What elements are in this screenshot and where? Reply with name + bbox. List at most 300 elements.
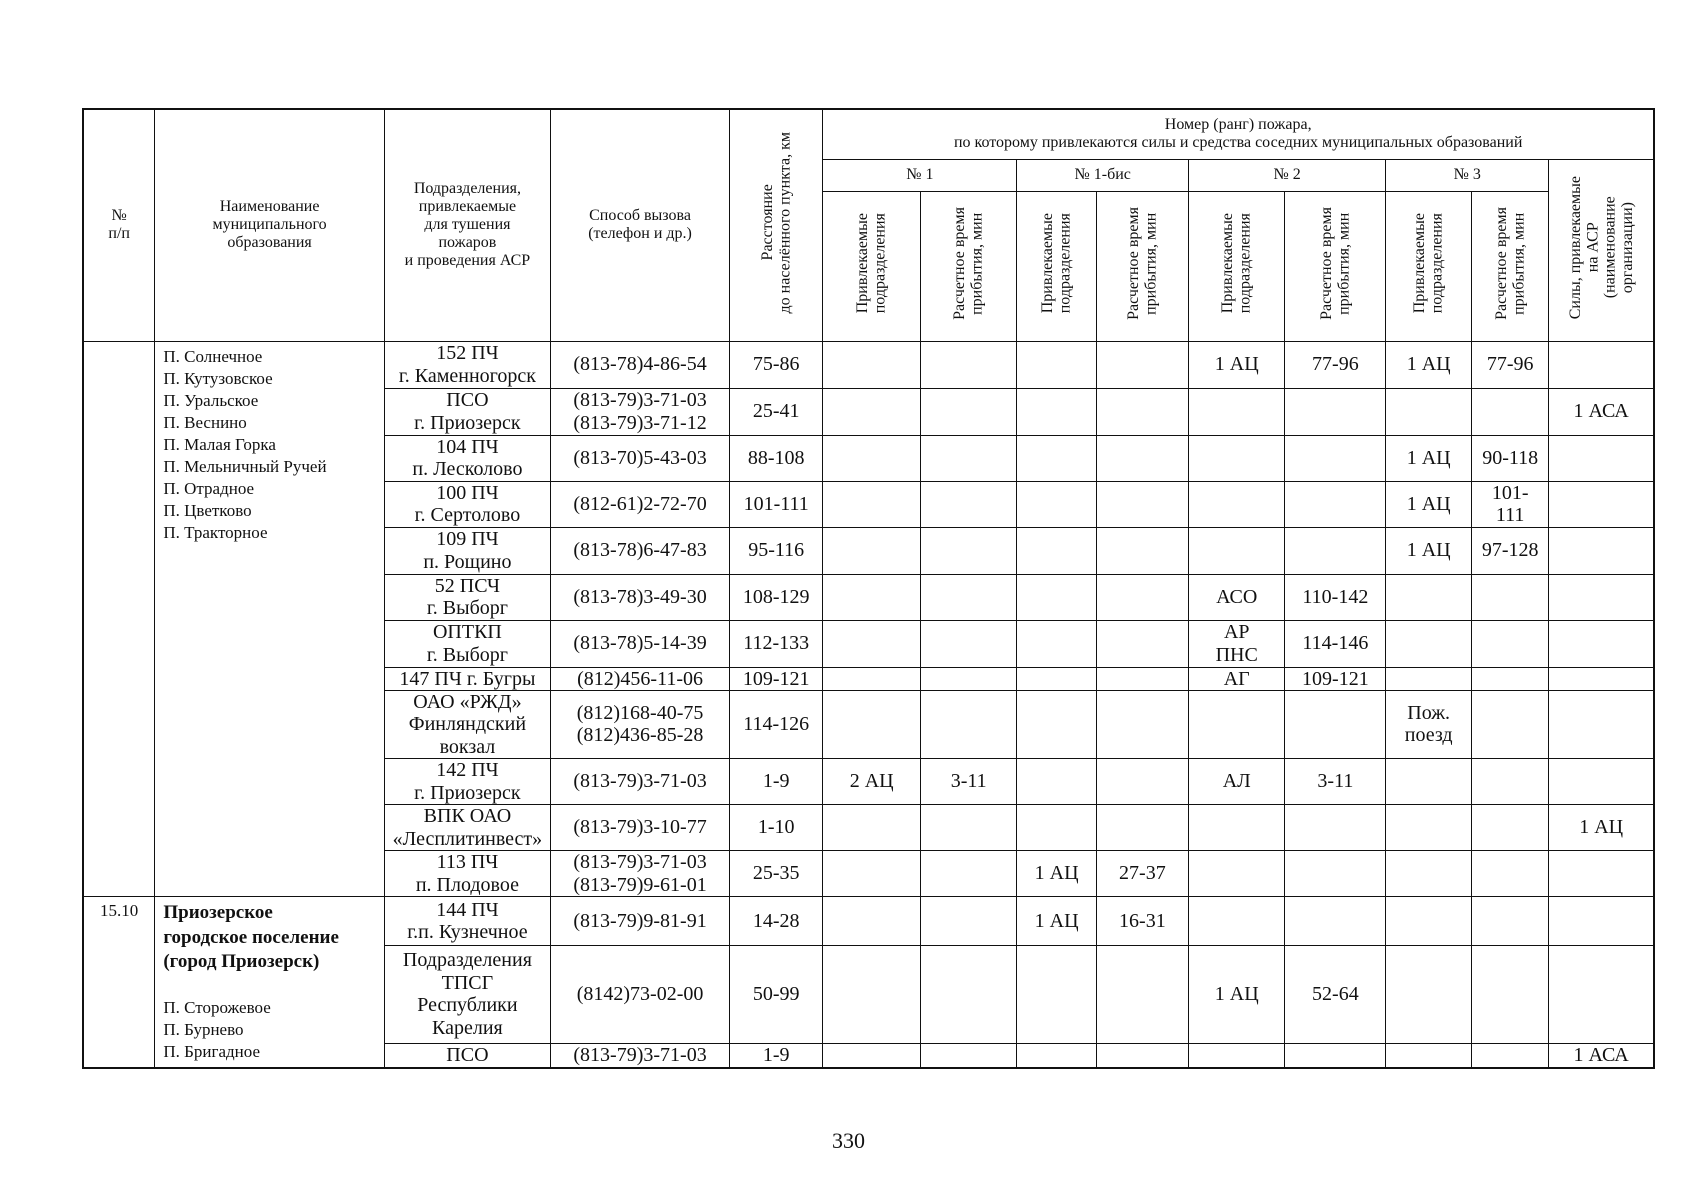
text-line: Республики bbox=[417, 994, 518, 1017]
text-line: 77-96 bbox=[1312, 353, 1359, 376]
page-number: 330 bbox=[832, 1128, 865, 1153]
unit-cell bbox=[384, 1043, 550, 1068]
header-call-method bbox=[551, 109, 730, 341]
text-line: АГ bbox=[1223, 667, 1250, 690]
text-line: 114-146 bbox=[1302, 632, 1369, 655]
text-line: (813-79)3-71-03 bbox=[573, 389, 707, 412]
rank1bis-time-cell bbox=[1096, 805, 1188, 851]
text-line: ПНС bbox=[1215, 643, 1258, 666]
rank3-units-cell bbox=[1386, 805, 1472, 851]
rank3-time-cell bbox=[1472, 945, 1549, 1043]
rank1bis-time-cell bbox=[1096, 667, 1188, 690]
rank3-units-cell bbox=[1386, 945, 1472, 1043]
rank3-units-cell bbox=[1386, 690, 1472, 758]
text-line: (813-79)3-71-03 bbox=[573, 770, 707, 793]
text-line: ТПСГ bbox=[441, 971, 494, 994]
rank3-time-cell bbox=[1472, 805, 1549, 851]
text-line: г. Сертолово bbox=[414, 504, 521, 526]
rank2-time-cell bbox=[1285, 897, 1386, 946]
fire-forces-table bbox=[82, 108, 1655, 1069]
text-line: (812)168-40-75 bbox=[576, 702, 704, 725]
unit-cell bbox=[384, 341, 550, 388]
text-line: (813-79)3-71-03 bbox=[573, 851, 707, 874]
rank3-units-cell bbox=[1386, 388, 1472, 435]
header-number bbox=[83, 109, 155, 341]
rank1-units-cell bbox=[823, 690, 921, 758]
asr-forces-cell bbox=[1549, 620, 1654, 667]
rank3-time-cell bbox=[1472, 759, 1549, 805]
distance-cell: 75-86 bbox=[730, 341, 823, 388]
text-line: Расчетное время bbox=[1125, 207, 1143, 320]
phone-cell bbox=[551, 667, 730, 690]
rank1bis-units-cell bbox=[1017, 851, 1096, 897]
text-line: (813-79)9-61-01 bbox=[573, 873, 707, 896]
text-line: для тушения bbox=[424, 216, 511, 234]
rank1bis-units-cell bbox=[1017, 667, 1096, 690]
municipality-title-line: городское поселение bbox=[163, 926, 339, 948]
rank1bis-units-cell bbox=[1017, 897, 1096, 946]
text-line: г. Приозерск bbox=[414, 411, 521, 434]
rank2-time-cell bbox=[1285, 341, 1386, 388]
text-line: г. Выборг bbox=[426, 597, 508, 619]
rank1-units-cell bbox=[823, 805, 921, 851]
asr-forces-cell bbox=[1549, 897, 1654, 946]
rank1bis-time-cell bbox=[1096, 690, 1188, 758]
text-line: ВПК ОАО bbox=[423, 805, 512, 828]
text-line: (813-70)5-43-03 bbox=[573, 446, 707, 469]
text-line: АСО bbox=[1216, 585, 1258, 608]
rank3-units-cell bbox=[1386, 851, 1472, 897]
rank2-units-cell bbox=[1188, 388, 1285, 435]
rank1bis-time-cell bbox=[1096, 851, 1188, 897]
rank2-time-cell bbox=[1285, 851, 1386, 897]
unit-cell bbox=[384, 897, 550, 946]
rank2-units-cell bbox=[1188, 435, 1285, 481]
rank1-units-cell bbox=[823, 945, 921, 1043]
text-line: Номер (ранг) пожара, bbox=[1164, 116, 1312, 134]
phone-cell bbox=[551, 759, 730, 805]
rank3-time-cell bbox=[1472, 1043, 1549, 1068]
text-line: 1 АЦ bbox=[1034, 909, 1079, 932]
text-line: пожаров bbox=[438, 234, 497, 252]
unit-cell bbox=[384, 435, 550, 481]
rank1-time-cell bbox=[920, 1043, 1017, 1068]
text-line: 1 АЦ bbox=[1214, 353, 1259, 376]
rank3-time-cell bbox=[1472, 897, 1549, 946]
rank1-time-cell bbox=[920, 690, 1017, 758]
rank3-time-cell bbox=[1472, 574, 1549, 620]
phone-cell bbox=[551, 897, 730, 946]
asr-forces-cell bbox=[1549, 435, 1654, 481]
text-line: 1 АЦ bbox=[1034, 862, 1079, 885]
text-line: (813-78)5-14-39 bbox=[573, 632, 707, 655]
rank1bis-units-cell bbox=[1017, 527, 1096, 574]
text-line: 27-37 bbox=[1119, 862, 1166, 885]
text-line: АЛ bbox=[1222, 770, 1251, 793]
rank3-time-cell bbox=[1472, 481, 1549, 527]
text-line: ОАО «РЖД» bbox=[413, 690, 522, 713]
distance-cell: 1-9 bbox=[730, 1043, 823, 1068]
rank1-units-cell bbox=[823, 574, 921, 620]
text-line: и проведения АСР bbox=[404, 252, 531, 270]
text-line: № bbox=[111, 207, 127, 225]
text-line: 104 ПЧ bbox=[436, 435, 499, 458]
header-rank-title bbox=[823, 109, 1654, 159]
distance-cell: 25-41 bbox=[730, 388, 823, 435]
asr-forces-cell bbox=[1549, 574, 1654, 620]
header-rank-1-bis: № 1-бис bbox=[1017, 159, 1189, 191]
text-line: 110-142 bbox=[1302, 585, 1369, 608]
rank1-units-cell bbox=[823, 527, 921, 574]
text-line: муниципального bbox=[212, 216, 327, 234]
distance-cell: 95-116 bbox=[730, 527, 823, 574]
rank1-time-cell bbox=[920, 851, 1017, 897]
settlement-name: П. Бригадное bbox=[163, 1042, 260, 1062]
rank1bis-units-cell bbox=[1017, 388, 1096, 435]
settlement-list bbox=[155, 341, 384, 897]
header-asr-forces bbox=[1549, 159, 1654, 341]
rank1-time-cell bbox=[920, 667, 1017, 690]
text-line: АР bbox=[1223, 621, 1250, 644]
text-line: подразделения bbox=[1236, 213, 1254, 314]
header-rank-3: № 3 bbox=[1386, 159, 1549, 191]
distance-cell: 114-126 bbox=[730, 690, 823, 758]
text-line: привлекаемые bbox=[418, 198, 517, 216]
distance-cell: 88-108 bbox=[730, 435, 823, 481]
settlement-name: П. Бурнево bbox=[163, 1020, 244, 1040]
text-line: прибытия, мин bbox=[1142, 212, 1160, 315]
text-line: 100 ПЧ bbox=[436, 481, 499, 504]
rank1-units-cell bbox=[823, 620, 921, 667]
text-line: 2 АЦ bbox=[849, 770, 894, 793]
text-line: до населённого пункта, км bbox=[776, 132, 794, 314]
settlement-name: П. Тракторное bbox=[163, 523, 268, 543]
text-line: (8142)73-02-00 bbox=[576, 983, 704, 1005]
rank3-time-cell bbox=[1472, 667, 1549, 690]
rank2-units-cell bbox=[1188, 527, 1285, 574]
rank1-units-cell bbox=[823, 341, 921, 388]
text-line: «Лесплитинвест» bbox=[392, 827, 543, 850]
distance-cell: 14-28 bbox=[730, 897, 823, 946]
settlement-name: П. Цветково bbox=[163, 501, 252, 521]
text-line: (813-78)6-47-83 bbox=[573, 539, 707, 562]
rank2-units-cell bbox=[1188, 851, 1285, 897]
text-line: п. Плодовое bbox=[415, 873, 519, 896]
distance-cell: 108-129 bbox=[730, 574, 823, 620]
rank3-units-cell bbox=[1386, 897, 1472, 946]
rank1-units-cell bbox=[823, 1043, 921, 1068]
rank1bis-units-cell bbox=[1017, 945, 1096, 1043]
rank2-units-cell bbox=[1188, 897, 1285, 946]
unit-cell bbox=[384, 574, 550, 620]
header-rank-2: № 2 bbox=[1188, 159, 1385, 191]
asr-forces-cell bbox=[1549, 851, 1654, 897]
text-line: Наименование bbox=[219, 198, 320, 216]
text-line: 109-121 bbox=[1302, 667, 1369, 690]
asr-forces-cell bbox=[1549, 388, 1654, 435]
distance-cell: 109-121 bbox=[730, 667, 823, 690]
text-line: подразделения bbox=[1056, 213, 1074, 314]
distance-cell: 1-10 bbox=[730, 805, 823, 851]
unit-cell bbox=[384, 805, 550, 851]
rank1bis-time-cell bbox=[1096, 759, 1188, 805]
settlement-name: П. Отрадное bbox=[163, 479, 255, 499]
text-line: прибытия, мин bbox=[968, 212, 986, 315]
text-line: (813-79)3-71-03 bbox=[573, 1044, 707, 1067]
table-row bbox=[83, 341, 1654, 388]
text-line: (телефон и др.) bbox=[588, 225, 692, 243]
rank1bis-time-cell bbox=[1096, 341, 1188, 388]
text-line: г.п. Кузнечное bbox=[407, 920, 528, 943]
asr-forces-cell bbox=[1549, 341, 1654, 388]
phone-cell bbox=[551, 574, 730, 620]
header-r1-time bbox=[920, 191, 1017, 341]
phone-cell bbox=[551, 481, 730, 527]
rank1bis-units-cell bbox=[1017, 690, 1096, 758]
text-line: поезд bbox=[1404, 724, 1453, 747]
distance-cell: 25-35 bbox=[730, 851, 823, 897]
settlement-name: П. Солнечное bbox=[163, 346, 263, 366]
rank1-units-cell bbox=[823, 388, 921, 435]
text-line: г. Каменногорск bbox=[398, 364, 536, 387]
rank1-time-cell bbox=[920, 759, 1017, 805]
rank3-units-cell bbox=[1386, 341, 1472, 388]
settlement-name: П. Уральское bbox=[163, 390, 259, 410]
rank2-units-cell bbox=[1188, 620, 1285, 667]
text-line: Расчетное время bbox=[951, 207, 969, 320]
text-line: г. Приозерск bbox=[414, 781, 521, 804]
text-line: п. Лесколово bbox=[412, 458, 523, 480]
rank1bis-time-cell bbox=[1096, 620, 1188, 667]
rank1-time-cell bbox=[920, 574, 1017, 620]
rank3-units-cell bbox=[1386, 759, 1472, 805]
rank2-time-cell bbox=[1285, 1043, 1386, 1068]
rank1-units-cell bbox=[823, 897, 921, 946]
rank1bis-units-cell bbox=[1017, 1043, 1096, 1068]
text-line: 152 ПЧ bbox=[436, 342, 499, 365]
text-line: Расчетное время bbox=[1492, 207, 1510, 320]
text-line: 16-31 bbox=[1119, 909, 1166, 932]
municipality-entry bbox=[155, 897, 384, 1069]
text-line: (813-79)3-10-77 bbox=[573, 816, 707, 839]
text-line: 1 АЦ bbox=[1406, 539, 1451, 562]
settlement-name: П. Малая Горка bbox=[163, 434, 276, 454]
rank3-time-cell bbox=[1472, 341, 1549, 388]
rank1bis-units-cell bbox=[1017, 574, 1096, 620]
phone-cell bbox=[551, 805, 730, 851]
rank2-units-cell bbox=[1188, 759, 1285, 805]
text-line: организации) bbox=[1618, 201, 1636, 294]
rank1-time-cell bbox=[920, 897, 1017, 946]
text-line: вокзал bbox=[439, 735, 496, 758]
asr-forces-cell bbox=[1549, 481, 1654, 527]
rank1bis-time-cell bbox=[1096, 435, 1188, 481]
rank2-time-cell bbox=[1285, 435, 1386, 481]
rank2-time-cell bbox=[1285, 388, 1386, 435]
rank1-units-cell bbox=[823, 667, 921, 690]
rank2-time-cell bbox=[1285, 690, 1386, 758]
rank3-units-cell bbox=[1386, 481, 1472, 527]
text-line: 1 АСА bbox=[1573, 1044, 1629, 1067]
rank2-units-cell bbox=[1188, 690, 1285, 758]
asr-forces-cell bbox=[1549, 690, 1654, 758]
rank2-units-cell bbox=[1188, 1043, 1285, 1068]
settlement-name: П. Кутузовское bbox=[163, 368, 273, 388]
phone-cell bbox=[551, 1043, 730, 1068]
text-line: Расчетное время bbox=[1318, 207, 1336, 320]
rank2-units-cell bbox=[1188, 805, 1285, 851]
distance-cell: 112-133 bbox=[730, 620, 823, 667]
rank1bis-time-cell bbox=[1096, 388, 1188, 435]
distance-cell: 101-111 bbox=[730, 481, 823, 527]
unit-cell bbox=[384, 851, 550, 897]
text-line: (813-79)9-81-91 bbox=[573, 909, 707, 932]
text-line: Способ вызова bbox=[589, 207, 691, 225]
text-line: г. Выборг bbox=[426, 643, 508, 666]
text-line: (813-78)4-86-54 bbox=[573, 353, 707, 376]
header-rank-1: № 1 bbox=[823, 159, 1017, 191]
text-line: (812)456-11-06 bbox=[577, 667, 703, 690]
text-line: 3-11 bbox=[1317, 770, 1354, 793]
text-line: 90-118 bbox=[1482, 446, 1539, 469]
phone-cell bbox=[551, 690, 730, 758]
rank1-time-cell bbox=[920, 620, 1017, 667]
text-line: по которому привлекаются силы и средства соседних муниципальных образований bbox=[953, 134, 1523, 152]
rank1bis-units-cell bbox=[1017, 805, 1096, 851]
rank1-time-cell bbox=[920, 805, 1017, 851]
unit-cell bbox=[384, 945, 550, 1043]
rank1-time-cell bbox=[920, 388, 1017, 435]
text-line: 1 АЦ bbox=[1406, 492, 1451, 515]
unit-cell bbox=[384, 388, 550, 435]
rank2-time-cell bbox=[1285, 667, 1386, 690]
rank2-time-cell bbox=[1285, 620, 1386, 667]
text-line: 1 АЦ bbox=[1406, 353, 1451, 376]
rank2-units-cell bbox=[1188, 341, 1285, 388]
rank1bis-time-cell bbox=[1096, 574, 1188, 620]
rank1-units-cell bbox=[823, 481, 921, 527]
table-row bbox=[83, 897, 1654, 946]
rank2-time-cell bbox=[1285, 805, 1386, 851]
header-r2-time bbox=[1285, 191, 1386, 341]
rank1bis-units-cell bbox=[1017, 341, 1096, 388]
header-r2-units bbox=[1188, 191, 1285, 341]
rank3-time-cell bbox=[1472, 388, 1549, 435]
text-line: Финляндский bbox=[408, 713, 527, 736]
rank2-units-cell bbox=[1188, 945, 1285, 1043]
rank3-time-cell bbox=[1472, 851, 1549, 897]
text-line: п. Рощино bbox=[423, 550, 512, 573]
row-number-empty bbox=[83, 341, 155, 897]
header-municipality bbox=[155, 109, 384, 341]
text-line: образования bbox=[227, 234, 312, 252]
asr-forces-cell bbox=[1549, 1043, 1654, 1068]
spacer bbox=[163, 975, 375, 997]
text-line: 101- bbox=[1491, 481, 1529, 504]
text-line: ОПТКП bbox=[432, 621, 502, 644]
text-line: 52-64 bbox=[1312, 983, 1359, 1005]
rank1-units-cell bbox=[823, 435, 921, 481]
text-line: подразделения bbox=[1428, 213, 1446, 314]
text-line: 111 bbox=[1495, 504, 1525, 526]
asr-forces-cell bbox=[1549, 805, 1654, 851]
header-units bbox=[384, 109, 550, 341]
text-line: (813-79)3-71-12 bbox=[573, 411, 707, 434]
text-line: 113 ПЧ bbox=[436, 851, 499, 874]
text-line: 144 ПЧ bbox=[436, 898, 499, 921]
phone-cell bbox=[551, 388, 730, 435]
asr-forces-cell bbox=[1549, 945, 1654, 1043]
unit-cell bbox=[384, 481, 550, 527]
text-line: 1 АЦ bbox=[1214, 983, 1259, 1005]
asr-forces-cell bbox=[1549, 527, 1654, 574]
rank2-time-cell bbox=[1285, 759, 1386, 805]
municipality-title-line: Приозерское bbox=[163, 902, 273, 924]
text-line: 147 ПЧ г. Бугры bbox=[399, 667, 536, 690]
rank1bis-units-cell bbox=[1017, 481, 1096, 527]
text-line: прибытия, мин bbox=[1510, 212, 1528, 315]
rank1-time-cell bbox=[920, 481, 1017, 527]
text-line: 142 ПЧ bbox=[436, 759, 499, 782]
phone-cell bbox=[551, 527, 730, 574]
rank3-time-cell bbox=[1472, 690, 1549, 758]
rank3-units-cell bbox=[1386, 435, 1472, 481]
asr-forces-cell bbox=[1549, 667, 1654, 690]
text-line: 52 ПСЧ bbox=[434, 574, 501, 597]
rank3-units-cell bbox=[1386, 1043, 1472, 1068]
text-line: 97-128 bbox=[1481, 539, 1539, 562]
rank2-time-cell bbox=[1285, 527, 1386, 574]
unit-cell bbox=[384, 527, 550, 574]
header-distance bbox=[730, 109, 823, 341]
distance-cell: 1-9 bbox=[730, 759, 823, 805]
phone-cell bbox=[551, 851, 730, 897]
text-line: 1 АЦ bbox=[1579, 816, 1624, 839]
header-r3-units bbox=[1386, 191, 1472, 341]
rank3-time-cell bbox=[1472, 620, 1549, 667]
text-line: (наименование bbox=[1601, 196, 1619, 299]
text-line: Силы, привлекаемые bbox=[1566, 175, 1584, 320]
text-line: Привлекаемые bbox=[1039, 213, 1057, 314]
rank1bis-time-cell bbox=[1096, 527, 1188, 574]
distance-cell: 50-99 bbox=[730, 945, 823, 1043]
settlement-name: П. Мельничный Ручей bbox=[163, 456, 327, 476]
rank1-time-cell bbox=[920, 435, 1017, 481]
rank2-time-cell bbox=[1285, 574, 1386, 620]
rank3-units-cell bbox=[1386, 667, 1472, 690]
text-line: 3-11 bbox=[950, 770, 987, 793]
text-line: прибытия, мин bbox=[1335, 212, 1353, 315]
rank2-units-cell bbox=[1188, 481, 1285, 527]
text-line: 1 АЦ bbox=[1406, 446, 1451, 469]
text-line: Карелия bbox=[432, 1016, 503, 1039]
phone-cell bbox=[551, 435, 730, 481]
rank1-time-cell bbox=[920, 945, 1017, 1043]
rank1-time-cell bbox=[920, 341, 1017, 388]
phone-cell bbox=[551, 945, 730, 1043]
text-line: 77-96 bbox=[1486, 353, 1534, 376]
rank2-units-cell bbox=[1188, 667, 1285, 690]
header-r1-units bbox=[823, 191, 921, 341]
text-line: ПСО bbox=[446, 389, 489, 412]
text-line: Привлекаемые bbox=[1219, 213, 1237, 314]
unit-cell bbox=[384, 690, 550, 758]
text-line: (813-78)3-49-30 bbox=[573, 585, 707, 608]
rank3-units-cell bbox=[1386, 620, 1472, 667]
text-line: 109 ПЧ bbox=[436, 528, 499, 551]
text-line: Подразделения, bbox=[413, 180, 521, 198]
rank3-units-cell bbox=[1386, 574, 1472, 620]
